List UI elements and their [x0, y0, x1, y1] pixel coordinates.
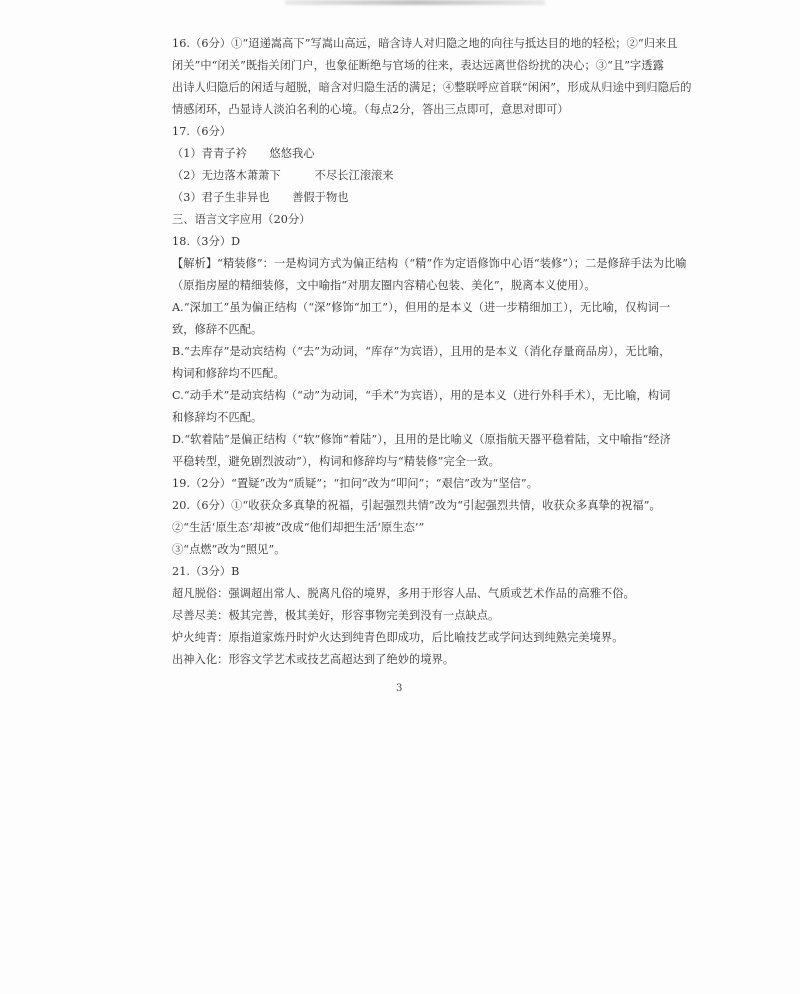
- q20-answer-3: ③“点燃”改为“照见”。: [172, 543, 286, 556]
- q18-option-b-2: 构词和修辞均不匹配。: [172, 367, 285, 380]
- q17-answer-1: （1）青青子衿 悠悠我心: [172, 147, 315, 160]
- q18-heading: 18.（3分）D: [172, 235, 241, 248]
- q18-option-c-2: 和修辞均不匹配。: [172, 411, 263, 424]
- q18-option-c-1: C.“动手术”是动宾结构（“动”为动词，“手术”为宾语），用的是本义（进行外科手术），无比喻，构词: [172, 389, 671, 402]
- q19-answer: 19.（2分）“置疑”改为“质疑”；“扣问”改为“叩问”；“艰信”改为“坚信”。: [172, 477, 539, 490]
- q17-heading: 17.（6分）: [172, 125, 232, 138]
- q21-term-3: 炉火纯青：原指道家炼丹时炉火达到纯青色即成功，后比喻技艺或学问达到纯熟完美境界。: [172, 631, 624, 644]
- q17-answer-2: （2）无边落木萧萧下 不尽长江滚滚来: [172, 169, 394, 182]
- q16-line-1: 16.（6分）①“迢递嵩高下”写嵩山高远，暗含诗人对归隐之地的向往与抵达目的地的轻松；②“归来且: [172, 37, 678, 50]
- q21-heading: 21.（3分）B: [172, 565, 240, 578]
- q21-term-1: 超凡脱俗：强调超出常人、脱离凡俗的境界，多用于形容人品、气质或艺术作品的高雅不俗。: [172, 587, 635, 600]
- q20-answer-1: 20.（6分）①“收获众多真挚的祝福，引起强烈共情”改为“引起强烈共情，收获众多真挚的祝福”。: [172, 499, 661, 512]
- q16-line-3: 出诗人归隐后的闲适与超脱，暗含对归隐生活的满足；④整联呼应首联“闲闲”，形成从归途中到归隐后的: [172, 81, 692, 94]
- q18-option-a-2: 致，修辞不匹配。: [172, 323, 263, 336]
- q17-answer-3: （3）君子生非异也 善假于物也: [172, 191, 349, 204]
- header-smudge: [285, 0, 545, 5]
- q18-option-d-2: 平稳转型，避免剧烈波动”），构词和修辞均与“精装修”完全一致。: [172, 455, 500, 468]
- q21-term-2: 尽善尽美：极其完善，极其美好，形容事物完美到没有一点缺点。: [172, 609, 500, 622]
- q18-option-a-1: A.“深加工”虽为偏正结构（“深”修饰“加工”），但用的是本义（进一步精细加工），无比喻，仅构词一: [172, 301, 671, 314]
- q16-line-4: 情感闭环，凸显诗人淡泊名利的心境。（每点2分，答出三点即可，意思对即可）: [172, 103, 569, 116]
- section-heading: 三、语言文字应用（20分）: [172, 213, 311, 226]
- q18-analysis-1: 【解析】“精装修”：一是构词方式为偏正结构（“精”作为定语修饰中心语“装修”）；二是修辞手法为比喻: [172, 257, 687, 270]
- q18-option-d-1: D.“软着陆”是偏正结构（“软”修饰“着陆”），且用的是比喻义（原指航天器平稳着陆，文中喻指“经济: [172, 433, 671, 446]
- page-number: 3: [396, 683, 403, 694]
- q16-line-2: 闭关”中“闭关”既指关闭门户，也象征断绝与官场的往来，表达远离世俗纷扰的决心；③“且”字透露: [172, 59, 664, 72]
- q18-analysis-2: （原指房屋的精细装修，文中喻指“对朋友圈内容精心包装、美化”，脱离本义使用）。: [172, 279, 596, 292]
- q21-term-4: 出神入化：形容文学艺术或技艺高超达到了绝妙的境界。: [172, 653, 455, 666]
- q18-option-b-1: B.“去库存”是动宾结构（“去”为动词，“库存”为宾语），且用的是本义（消化存量商品房），无比喻，: [172, 345, 671, 358]
- q20-answer-2: ②“生活‘原生态’却被”改成“他们却把生活‘原生态’”: [172, 521, 425, 534]
